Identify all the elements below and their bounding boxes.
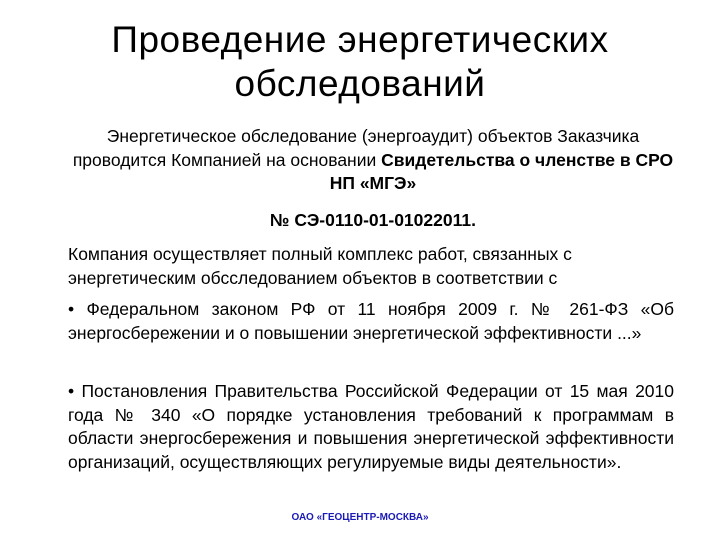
certificate-number: № СЭ-0110-01-01022011. [270, 210, 476, 230]
title-line-1: Проведение энергетических [111, 19, 609, 60]
intro-bold-text: Свидетельства о членстве в СРО НП «МГЭ» [329, 149, 674, 193]
intro-text: Энергетическое обследование (энергоаудит) объектов Заказчика проводится Компанией на основании [72, 126, 640, 170]
title-line-2: обследований [234, 63, 486, 104]
page-title [0, 18, 720, 106]
bullet-federal-law: • Федеральном законом РФ от 11 ноября 2009 г. № 261-ФЗ «Об энергосбережении и о повышении энергетической эффективности ...» [68, 299, 674, 343]
bullet-government-resolution: • Постановления Правительства Российской Федерации от 15 мая 2010 года № 340 «О порядке установления требований к программам в области энергосбережения и повышения энергетической эффективности организаций, осуществляющих регулируемые виды деятельности». [68, 381, 674, 472]
footer-company-name: ОАО «ГЕОЦЕНТР-МОСКВА» [291, 512, 429, 523]
intro-paragraph [68, 125, 678, 196]
company-paragraph: Компания осуществляет полный комплекс работ, связанных с энергетическим обсследованием объектов в соответствии с [68, 244, 572, 288]
